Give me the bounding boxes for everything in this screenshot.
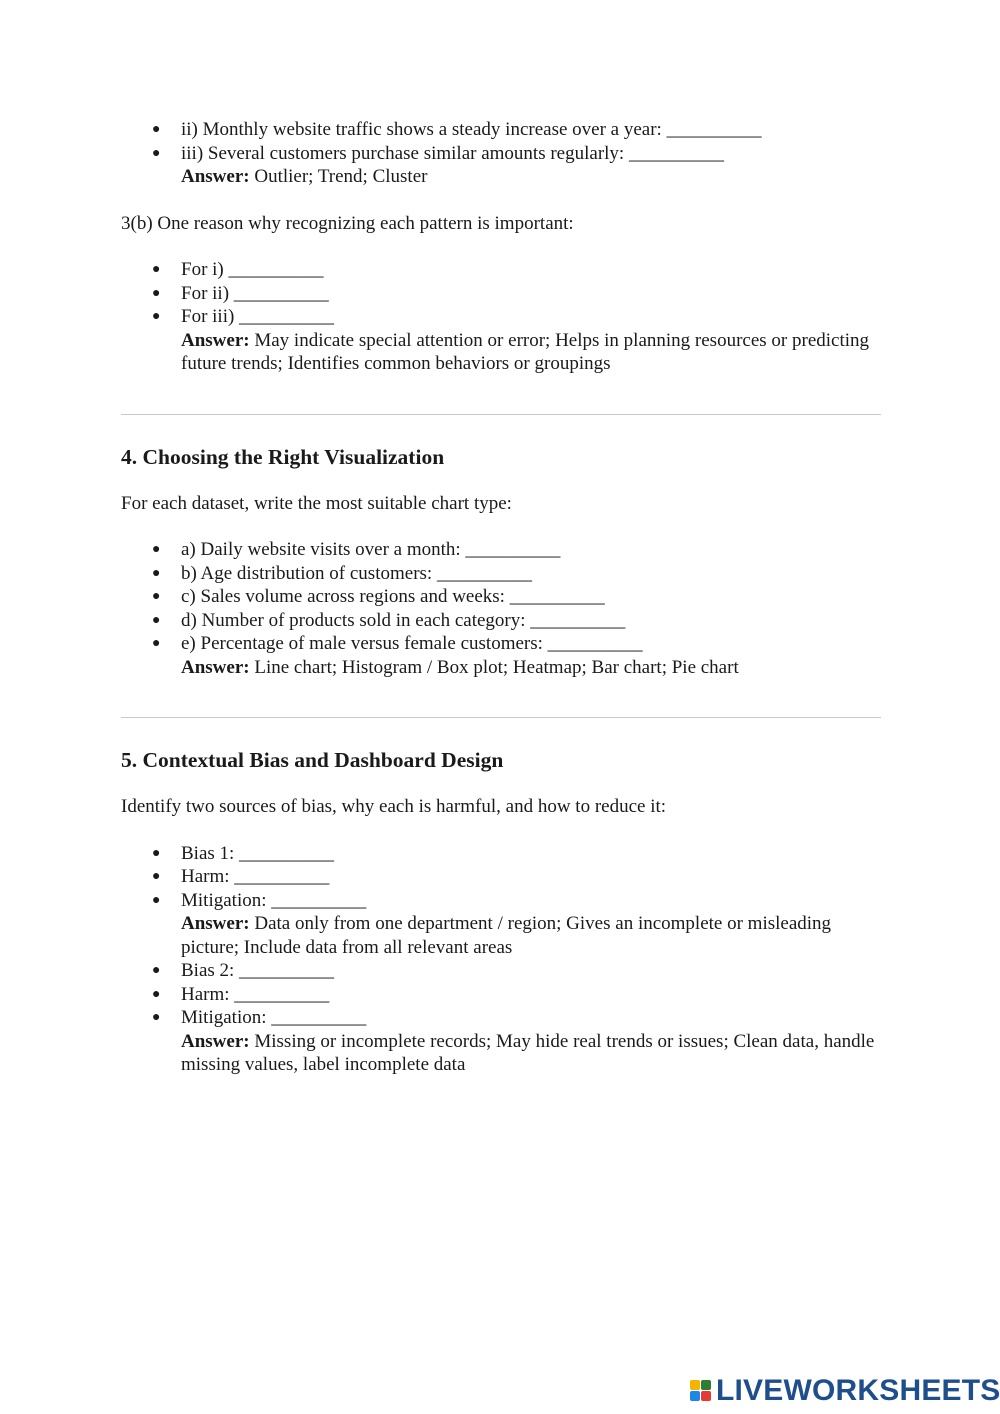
bullet-icon: ● — [152, 963, 161, 978]
chart-type-list — [121, 538, 881, 679]
bullet-icon: ● — [152, 145, 161, 161]
list-item: ● b) Age distribution of customers: __________ — [152, 562, 532, 584]
list-item: ● Bias 1: __________ — [152, 842, 335, 864]
list-item: ● Harm: __________ — [152, 866, 330, 887]
section-5-prompt: Identify two sources of bias, why each is harmful, and how to reduce it: — [121, 796, 667, 817]
bullet-icon: ● — [152, 542, 161, 557]
bias-list — [121, 842, 881, 1077]
worksheet-page — [121, 118, 881, 1077]
answer-text: Answer: Outlier; Trend; Cluster — [181, 166, 428, 187]
list-item: ● iii) Several customers purchase similar amounts regularly: __________ Answer: Outlier; Trend; Cluster — [181, 142, 881, 189]
answer-text: Answer: Line chart; Histogram / Box plot; Heatmap; Bar chart; Pie chart — [181, 656, 739, 678]
list-item: ● e) Percentage of male versus female customers: __________ Answer: Line chart; Histogram / Box plot; Heatmap; Bar chart; Pie chart — [181, 632, 881, 679]
bullet-icon: ● — [152, 589, 161, 604]
bullet-icon: ● — [152, 565, 161, 581]
section-4-title: 4. Choosing the Right Visualization — [121, 444, 445, 469]
logo-text: LIVEWORKSHEETS — [716, 1374, 1000, 1407]
bullet-icon: ● — [152, 1010, 161, 1025]
list-item: ● a) Daily website visits over a month: __________ — [152, 539, 561, 560]
answer-text: Answer: Data only from one department / region; Gives an incomplete or misleading picture; Include data from all relevant areas — [181, 913, 832, 958]
bullet-icon: ● — [152, 309, 161, 324]
list-item: ● For ii) __________ — [152, 282, 329, 304]
bullet-icon: ● — [152, 892, 161, 908]
list-item: ● d) Number of products sold in each category: __________ — [152, 609, 626, 631]
section-4-prompt: For each dataset, write the most suitable chart type: — [121, 492, 512, 514]
list-item: ● For i) __________ — [152, 259, 324, 280]
answer-text: Answer: May indicate special attention or error; Helps in planning resources or predicting future trends; Identifies common behaviors or groupings — [181, 329, 870, 374]
bullet-icon: ● — [152, 122, 161, 137]
bullet-icon: ● — [152, 612, 161, 628]
section-divider — [121, 717, 881, 718]
bullet-icon: ● — [152, 285, 161, 301]
liveworksheets-logo[interactable] — [690, 1375, 1000, 1407]
section-5-title: 5. Contextual Bias and Dashboard Design — [121, 748, 504, 772]
list-item: ● Mitigation: __________ Answer: Missing or incomplete records; May hide real trends or issues; Clean data, handle missing values, label incomplete data — [181, 1006, 881, 1077]
list-item: ● Harm: __________ — [152, 983, 330, 1005]
bullet-icon: ● — [152, 636, 161, 651]
answer-text: Answer: Missing or incomplete records; May hide real trends or issues; Clean data, handle missing values, label incomplete data — [181, 1030, 875, 1075]
bullet-icon: ● — [152, 845, 161, 861]
section-divider — [121, 414, 881, 415]
question-3b-prompt: 3(b) One reason why recognizing each pattern is important: — [121, 212, 574, 234]
list-item: ● ii) Monthly website traffic shows a steady increase over a year: __________ — [152, 119, 762, 140]
bullet-icon: ● — [152, 869, 161, 884]
reason-list — [121, 258, 881, 376]
list-item: ● For iii) __________ Answer: May indicate special attention or error; Helps in planning resources or predicting future trends; Identifies common behaviors or groupings — [181, 305, 881, 376]
list-item: ● Mitigation: __________ Answer: Data only from one department / region; Gives an incomplete or misleading picture; Include data from all relevant areas — [181, 889, 881, 960]
logo-icon — [690, 1378, 714, 1404]
list-item: ● Bias 2: __________ — [152, 960, 335, 981]
bullet-icon: ● — [152, 262, 161, 277]
list-item: ● c) Sales volume across regions and weeks: __________ — [152, 586, 605, 607]
pattern-list — [121, 118, 881, 189]
bullet-icon: ● — [152, 986, 161, 1002]
